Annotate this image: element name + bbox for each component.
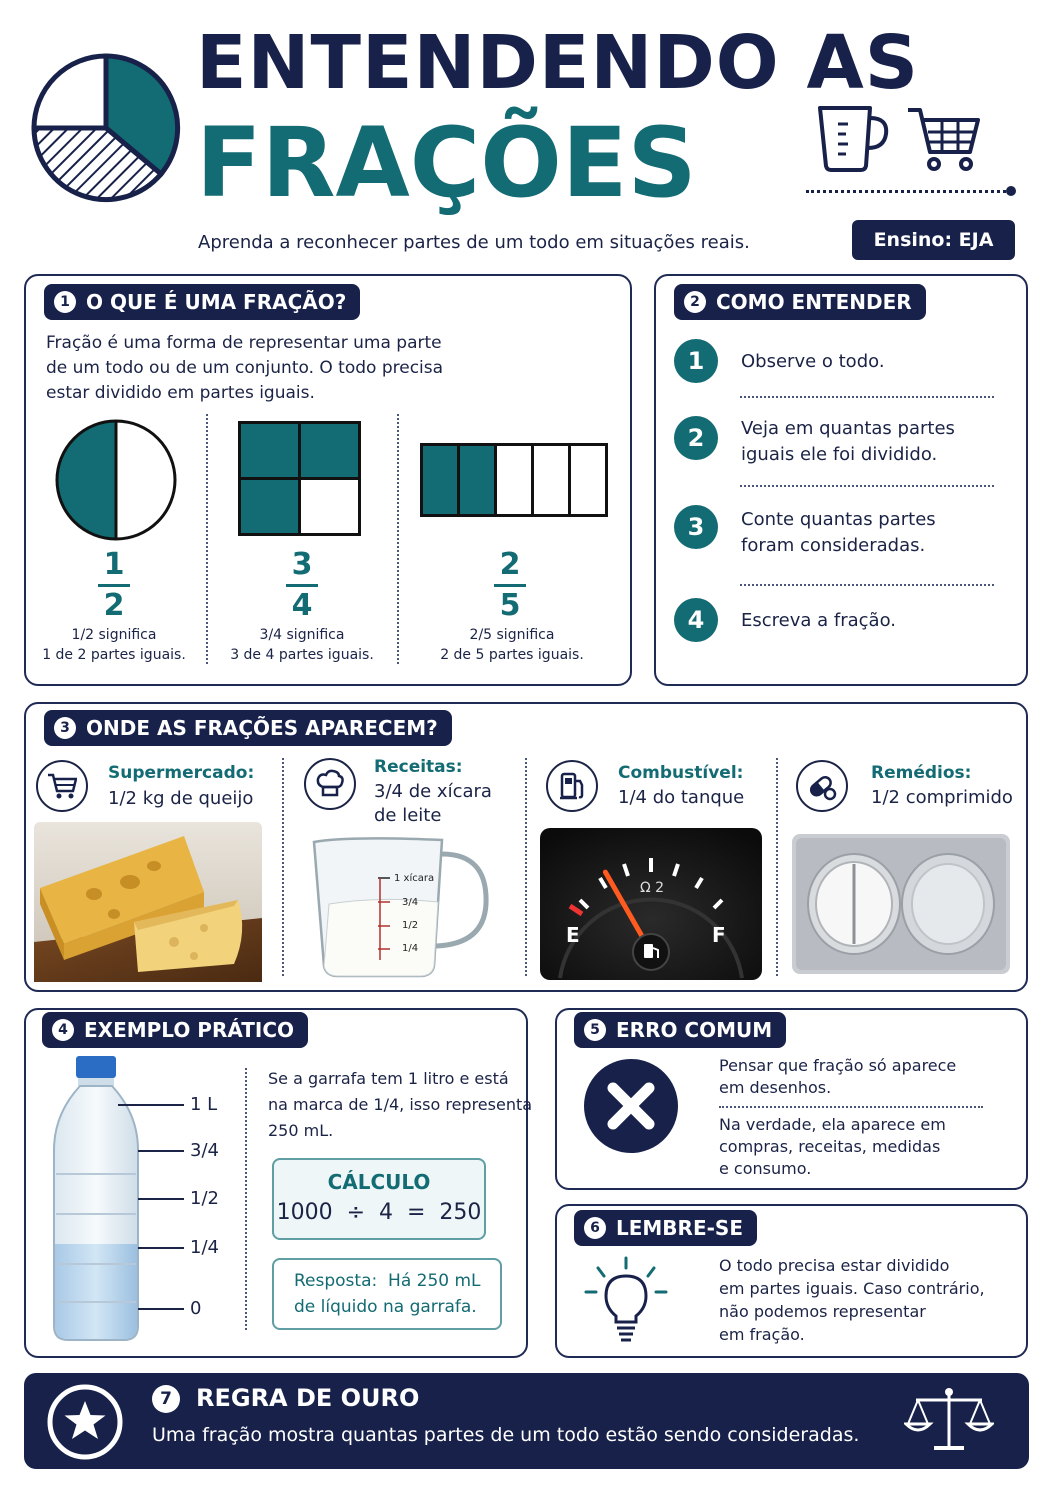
divider [245, 1068, 247, 1330]
svg-text:Ω 2: Ω 2 [640, 880, 665, 896]
cart-icon [36, 760, 88, 812]
category-supermarket-label: Supermercado: [108, 763, 255, 783]
mark-line [138, 1247, 184, 1249]
fuel-gauge-image [540, 828, 762, 980]
level-badge: Ensino: EJA [852, 220, 1015, 260]
section-1-title [44, 284, 360, 320]
cup-mark-1-2: 1/2 [402, 920, 419, 931]
fraction-bar [98, 584, 130, 587]
mistake-line: Pensar que fração só aparece [719, 1056, 957, 1075]
correction-line: e consumo. [719, 1159, 812, 1178]
footer-number: 7 [152, 1385, 180, 1413]
lightbulb-icon [584, 1256, 668, 1344]
balance-scale-icon [904, 1386, 994, 1454]
title-line-2: FRAÇÕES [196, 107, 697, 219]
gauge-full-label: F [712, 923, 726, 947]
step-4-text [741, 608, 896, 634]
mistake-divider [719, 1106, 983, 1108]
cup-mark-1-4: 1/4 [402, 943, 419, 954]
step-4-number: 4 [674, 598, 718, 642]
footer-title: REGRA DE OURO [196, 1384, 420, 1412]
pie-chart-logo-icon [30, 52, 182, 204]
caption-line: 2/5 significa [469, 627, 555, 643]
category-medicine-value [871, 786, 1013, 810]
calculation-box [272, 1158, 486, 1240]
definition-line-1: Fração é uma forma de representar uma parte [46, 333, 442, 353]
fuel-pump-icon [546, 760, 598, 812]
numerator: 2 [499, 547, 521, 582]
denominator: 2 [103, 588, 125, 623]
bottle-mark-1-2: 1/2 [190, 1188, 219, 1209]
decorative-dot [1006, 186, 1016, 196]
section-4-title-text: EXEMPLO PRÁTICO [84, 1018, 295, 1042]
shopping-cart-icon [906, 106, 982, 172]
fraction-three-quarters [272, 548, 332, 623]
fifths-bar-diagram [420, 443, 608, 517]
caption-half [24, 625, 204, 665]
step-line: foram consideradas. [741, 535, 926, 556]
title-line-1: ENTENDENDO AS [196, 20, 920, 106]
chef-hat-icon [304, 758, 356, 810]
correction-line: Na verdade, ela aparece em [719, 1115, 946, 1134]
cup-mark-1: 1 xícara [394, 873, 435, 884]
section-3-title-text: ONDE AS FRAÇÕES APARECEM? [86, 716, 438, 740]
mistake-line: em desenhos. [719, 1078, 832, 1097]
step-1-text [741, 349, 885, 375]
remember-line: em partes iguais. Caso contrário, [719, 1279, 985, 1298]
caption-three-quarters [210, 625, 394, 665]
example-line: Se a garrafa tem 1 litro e está [268, 1069, 509, 1088]
divider [525, 758, 527, 976]
remember-line: O todo precisa estar dividido [719, 1256, 950, 1275]
section-1-number: 1 [54, 291, 76, 313]
remember-line: em fração. [719, 1325, 805, 1344]
correction-text [719, 1114, 946, 1180]
section-6-title-text: LEMBRE-SE [616, 1216, 743, 1240]
numerator: 1 [103, 547, 125, 582]
section-2-number: 2 [684, 291, 706, 313]
footer-text: Uma fração mostra quantas partes de um todo estão sendo consideradas. [152, 1424, 860, 1446]
divider [282, 758, 284, 976]
measuring-cup-icon [816, 104, 892, 172]
step-divider [740, 584, 994, 586]
subtitle: Aprenda a reconhecer partes de um todo em situações reais. [198, 232, 750, 253]
example-line: 250 mL. [268, 1121, 334, 1140]
cup-mark-3-4: 3/4 [402, 897, 419, 908]
divider [776, 758, 778, 976]
step-1-number: 1 [674, 339, 718, 383]
example-line: na marca de 1/4, isso representa [268, 1095, 533, 1114]
step-divider [740, 485, 994, 487]
step-3-text [741, 507, 936, 559]
remember-text [719, 1254, 985, 1346]
bottle-mark-1l: 1 L [190, 1094, 218, 1115]
calculation-expression: 1000 ÷ 4 = 250 [276, 1200, 482, 1225]
definition-line-2: de um todo ou de um conjunto. O todo precisa [46, 358, 444, 378]
fraction-bar [494, 584, 526, 587]
caption-line: 3/4 significa [259, 627, 345, 643]
value-line: 3/4 de xícara [374, 781, 492, 802]
half-circle-diagram [54, 418, 178, 542]
caption-line: 2 de 5 partes iguais. [440, 647, 584, 663]
quarter-square-diagram [238, 421, 362, 537]
section-5-title-text: ERRO COMUM [616, 1018, 773, 1042]
mark-line [118, 1104, 184, 1106]
water-bottle-image [48, 1054, 144, 1342]
definition-text [46, 331, 606, 406]
correction-line: compras, receitas, medidas [719, 1137, 941, 1156]
pill-blister-image [792, 834, 1010, 974]
section-3-title [44, 710, 452, 746]
denominator: 5 [499, 588, 521, 623]
denominator: 4 [291, 588, 313, 623]
step-divider [740, 396, 994, 398]
section-5-title [574, 1012, 786, 1048]
error-x-icon [583, 1058, 679, 1154]
example-text [268, 1066, 532, 1144]
caption-line: 3 de 4 partes iguais. [230, 647, 374, 663]
bottle-mark-3-4: 3/4 [190, 1140, 219, 1161]
section-2-title-text: COMO ENTENDER [716, 290, 912, 314]
caption-line: 1/2 significa [71, 627, 157, 643]
divider [397, 414, 399, 664]
section-3-number: 3 [54, 717, 76, 739]
category-medicine-label: Remédios: [871, 763, 972, 783]
bottle-mark-0: 0 [190, 1298, 202, 1319]
caption-two-fifths [420, 625, 604, 665]
section-1-title-text: O QUE É UMA FRAÇÃO? [86, 290, 347, 314]
section-4-number: 4 [52, 1019, 74, 1041]
mark-line [138, 1150, 184, 1152]
step-2-number: 2 [674, 416, 718, 460]
section-5-number: 5 [584, 1019, 606, 1041]
fraction-bar [286, 584, 318, 587]
step-line: iguais ele foi dividido. [741, 444, 938, 465]
fraction-two-fifths [480, 548, 540, 623]
bottle-mark-1-4: 1/4 [190, 1237, 219, 1258]
gauge-empty-label: E [566, 923, 580, 947]
cheese-image [34, 822, 262, 982]
mark-line [138, 1198, 184, 1200]
step-line: Veja em quantas partes [741, 418, 955, 439]
section-2-title [674, 284, 926, 320]
step-2-text [741, 416, 955, 468]
answer-line: de líquido na garrafa. [294, 1297, 477, 1317]
step-line: Escreva a fração. [741, 610, 896, 631]
value-line: de leite [374, 805, 442, 826]
mark-line [138, 1308, 184, 1310]
value-line: 1/2 kg de queijo [108, 788, 254, 809]
category-recipes-value [374, 780, 492, 828]
step-3-number: 3 [674, 505, 718, 549]
star-icon [46, 1383, 124, 1461]
value-line: 1/2 comprimido [871, 787, 1013, 808]
caption-line: 1 de 2 partes iguais. [42, 647, 186, 663]
section-4-title [42, 1012, 308, 1048]
category-recipes-label: Receitas: [374, 757, 463, 777]
fraction-half [84, 548, 144, 623]
section-6-title [574, 1210, 757, 1246]
divider [206, 414, 208, 664]
definition-line-3: estar dividido em partes iguais. [46, 383, 315, 403]
category-supermarket-value [108, 787, 253, 811]
category-fuel-value [618, 786, 744, 810]
answer-line: Resposta: Há 250 mL [294, 1271, 481, 1291]
answer-box [272, 1258, 502, 1330]
value-line: 1/4 do tanque [618, 787, 745, 808]
section-6-number: 6 [584, 1217, 606, 1239]
numerator: 3 [291, 547, 313, 582]
pill-icon [796, 760, 848, 812]
step-line: Observe o todo. [741, 351, 885, 372]
remember-line: não podemos representar [719, 1302, 926, 1321]
mistake-text [719, 1055, 956, 1099]
category-fuel-label: Combustível: [618, 763, 744, 783]
calculation-title: CÁLCULO [327, 1170, 431, 1194]
step-line: Conte quantas partes [741, 509, 936, 530]
decorative-dotted-line [806, 190, 1012, 193]
